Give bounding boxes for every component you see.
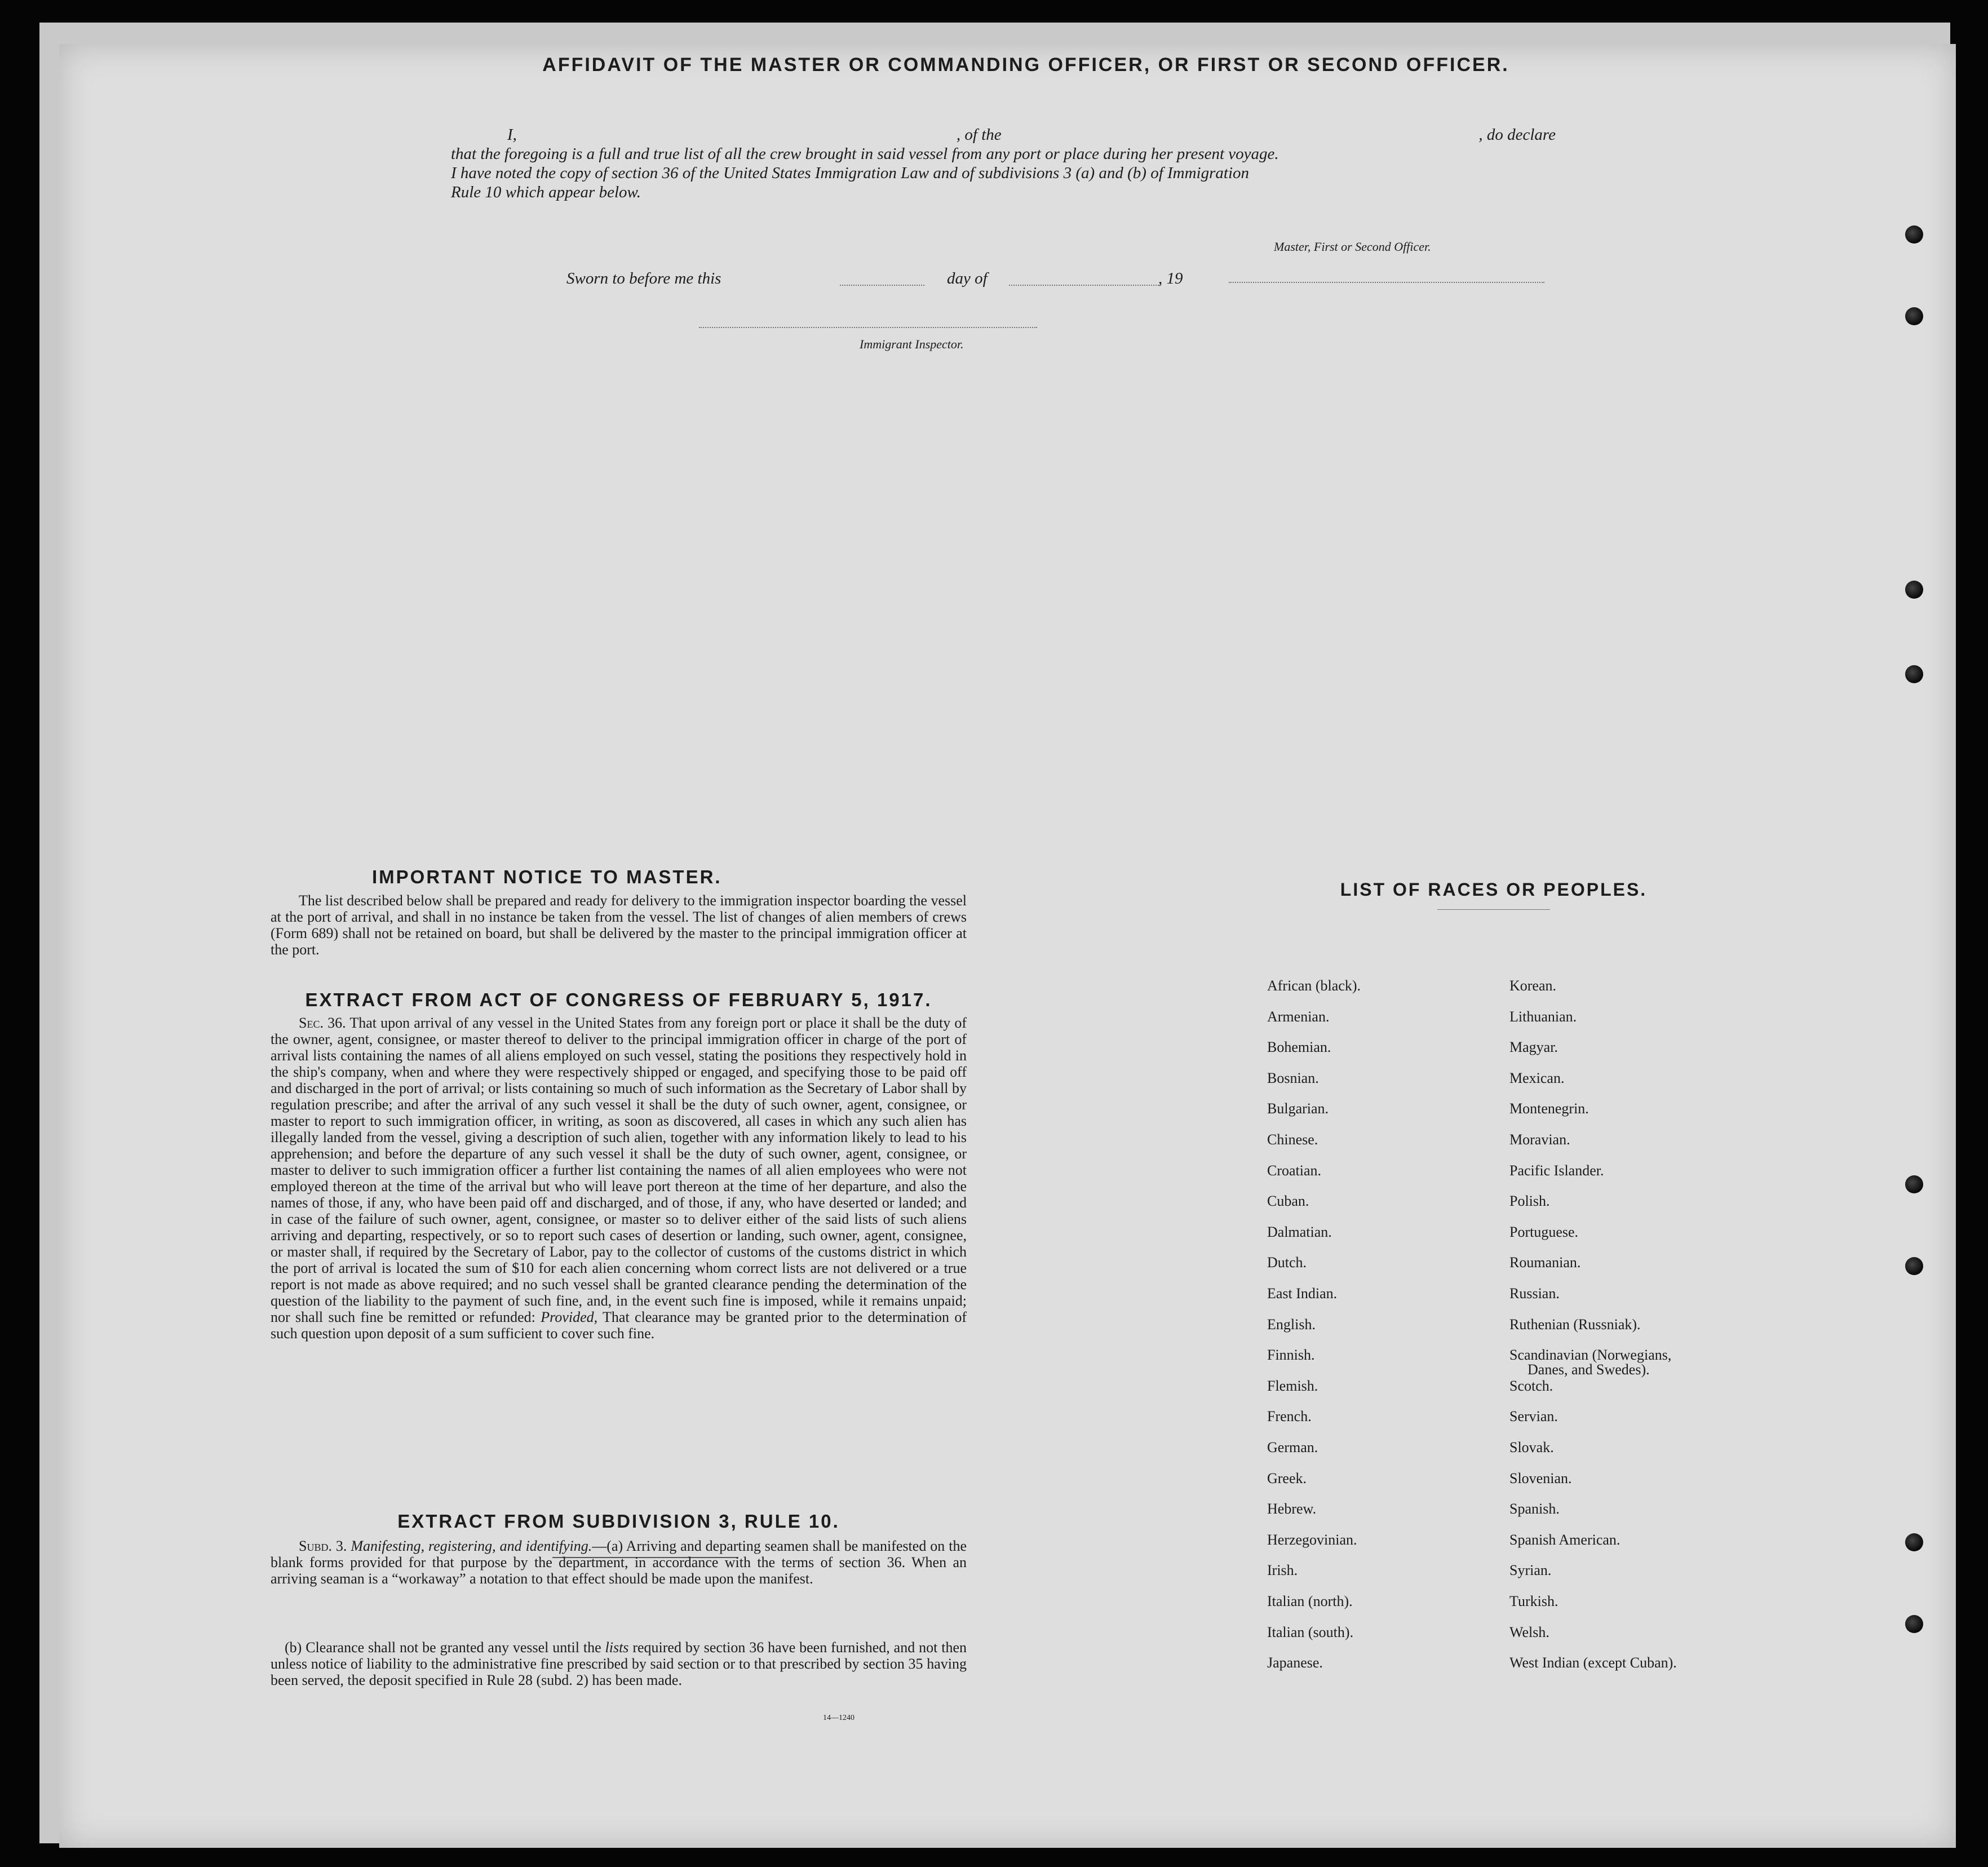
race-item: Korean.: [1509, 977, 1557, 994]
notice-title: IMPORTANT NOTICE TO MASTER.: [372, 866, 722, 887]
race-item: Slovak.: [1509, 1439, 1554, 1455]
affidavit-line-2: that the foregoing is a full and true list of all the crew brought in said vessel from any port or place during her present voyage.: [451, 145, 1279, 163]
day-of-label: day of: [947, 269, 988, 287]
year-label: , 19: [1158, 269, 1183, 287]
binder-hole: [1905, 1615, 1923, 1633]
race-item: Spanish.: [1509, 1501, 1560, 1517]
race-item: Scandinavian (Norwegians,: [1509, 1347, 1672, 1363]
inspector-signature-label: Immigrant Inspector.: [860, 337, 964, 351]
race-item: Roumanian.: [1509, 1254, 1581, 1271]
master-signature-line: [1229, 282, 1544, 283]
race-item: Montenegrin.: [1509, 1100, 1589, 1117]
binder-hole: [1905, 1533, 1923, 1551]
proviso-word: Provided,: [541, 1309, 598, 1325]
binder-hole: [1905, 307, 1923, 325]
sworn-month-line: [1009, 285, 1161, 286]
race-item: Syrian.: [1509, 1562, 1552, 1578]
race-item: Hebrew.: [1267, 1501, 1317, 1517]
race-item: Flemish.: [1267, 1378, 1318, 1394]
race-item: Dutch.: [1267, 1254, 1307, 1271]
races-title-rule: [1437, 909, 1550, 910]
race-item: Servian.: [1509, 1408, 1558, 1424]
subdivision-b-body-1: Clearance shall not be granted any vessel until the: [305, 1639, 601, 1656]
race-item: Bohemian.: [1267, 1039, 1331, 1055]
race-item: Lithuanian.: [1509, 1008, 1577, 1025]
inspector-signature-line: [699, 327, 1037, 328]
race-item: African (black).: [1267, 977, 1361, 994]
subdivision-label: Subd. 3.: [299, 1538, 347, 1554]
affidavit-line-4: Rule 10 which appear below.: [451, 183, 641, 201]
section-36-body: That upon arrival of any vessel in the United States from any foreign port or place it shall be the duty of the owner, agent, consignee, or master thereof to deliver to the principal immigration officer in charge of the port of arrival lists containing the names of all aliens employed on such vessel, stating the positions they respectively hold in the ship's company, when and where they were respectively shipped or engaged, and specifying those to be paid off and discharged in the port of arrival; or lists containing so much of such information as the Secretary of Labor shall by regulation prescribe; and after the arrival of any such vessel it shall be the duty of such owner, agent, consignee, or master to report to such immigration officer, in writing, as soon as discovered, all cases in which any such alien has illegally landed from the vessel, giving a description of such alien, together with any information likely to lead to his apprehension; and before the departure of any such vessel it shall be the duty of such owner, agent, consignee, or master to deliver to such immigration officer a further list containing the names of all alien employees who were not employed thereon at the time of the arrival but who will leave port thereon at the time of her departure, and also the names of those, if any, who have been paid off and discharged, and of those, if any, who have deserted or landed; and in case of the failure of such owner, agent, consignee, or master so to deliver either of the said lists of such aliens arriving and departing, respectively, or so to report such cases of desertion or landing, such owner, agent, consignee, or master shall, if required by the Secretary of Labor, pay to the collector of customs of the customs district in which the port of arrival is located the sum of $10 for each alien concerning whom correct lists are not delivered or a true report is not made as above required; and no such vessel shall be granted clearance pending the determination of the question of the liability to the payment of such fine, and, in the event such fine is imposed, while it remains unpaid; nor shall such fine be remitted or refunded:: [271, 1015, 967, 1325]
binder-hole: [1905, 665, 1923, 683]
subdivision-a-body: Arriving and departing seamen shall be manifested on the blank forms provided for that purpose by the department, in accordance with the terms of section 36. When an arriving seaman is a “workaway” a notation to that effect should be made upon the manifest.: [271, 1538, 967, 1587]
affidavit-text: [451, 125, 1556, 202]
race-item: Croatian.: [1267, 1162, 1322, 1179]
race-item: West Indian (except Cuban).: [1509, 1654, 1677, 1671]
section-label: Sec. 36.: [299, 1015, 346, 1031]
section-36-text: [271, 1015, 967, 1342]
race-item: Armenian.: [1267, 1008, 1330, 1025]
race-item: Polish.: [1509, 1193, 1550, 1209]
subdivision-heading: Manifesting, registering, and identifying.: [351, 1538, 592, 1554]
binder-hole: [1905, 225, 1923, 244]
subdivision-b-marker: (b): [285, 1639, 302, 1656]
notice-body: The list described below shall be prepared and ready for delivery to the immigration inspector boarding the vessel at the port of arrival, and shall in no instance be taken from the vessel. The list of changes of alien members of crews (Form 689) shall not be retained on board, but shall be delivered by the master to the principal immigration officer at the port.: [271, 892, 967, 958]
race-item: Slovenian.: [1509, 1470, 1572, 1486]
subdivision-b-body-2: required by section 36 have been furnished, and not then unless notice of liability to the administrative fine prescribed by said section or to that prescribed by section 35 having been served, the deposit specified in Rule 28 (subd. 2) has been made.: [271, 1639, 967, 1688]
race-item: Italian (south).: [1267, 1624, 1354, 1640]
race-item: Scotch.: [1509, 1378, 1553, 1394]
binder-hole: [1905, 581, 1923, 599]
subdivision-a-marker: —(a): [592, 1538, 623, 1554]
subdivision-a-text: [271, 1538, 967, 1587]
race-item: Mexican.: [1509, 1070, 1565, 1086]
race-item: Finnish.: [1267, 1347, 1315, 1363]
sworn-day-line: [840, 285, 924, 286]
race-item: Magyar.: [1509, 1039, 1558, 1055]
race-item: Danes, and Swedes).: [1527, 1361, 1650, 1378]
act-extract-title: EXTRACT FROM ACT OF CONGRESS OF FEBRUARY 5, 1917.: [305, 989, 932, 1010]
race-item: Spanish American.: [1509, 1532, 1620, 1548]
race-item: Cuban.: [1267, 1193, 1309, 1209]
rule-extract-title: EXTRACT FROM SUBDIVISION 3, RULE 10.: [397, 1511, 840, 1532]
race-item: Turkish.: [1509, 1593, 1558, 1609]
race-item: Dalmatian.: [1267, 1224, 1332, 1240]
binder-hole: [1905, 1257, 1923, 1275]
subdivision-b-lists: lists: [605, 1639, 629, 1656]
race-item: Portuguese.: [1509, 1224, 1579, 1240]
race-item: Greek.: [1267, 1470, 1307, 1486]
race-item: French.: [1267, 1408, 1312, 1424]
vessel-label: , of the: [956, 126, 1002, 144]
race-item: Russian.: [1509, 1285, 1560, 1302]
affidavit-line-1: [451, 125, 1556, 144]
race-item: German.: [1267, 1439, 1318, 1455]
race-item: Irish.: [1267, 1562, 1298, 1578]
affidavit-title: AFFIDAVIT OF THE MASTER OR COMMANDING OFFICER, OR FIRST OR SECOND OFFICER.: [542, 54, 1509, 76]
master-signature-label: Master, First or Second Officer.: [1274, 240, 1431, 254]
declarant-label: I,: [507, 126, 517, 144]
proviso-text: That clearance may be granted prior to the determination of such question upon deposit of a sum sufficient to cover such fine.: [271, 1309, 967, 1342]
race-item: English.: [1267, 1316, 1316, 1333]
race-item: Pacific Islander.: [1509, 1162, 1604, 1179]
affidavit-line-3: I have noted the copy of section 36 of the United States Immigration Law and of subdivisions 3 (a) and (b) of Immigration: [451, 164, 1250, 182]
race-item: Chinese.: [1267, 1131, 1318, 1148]
race-item: Bulgarian.: [1267, 1100, 1329, 1117]
binder-hole: [1905, 1175, 1923, 1193]
race-item: Bosnian.: [1267, 1070, 1319, 1086]
race-item: Ruthenian (Russniak).: [1509, 1316, 1641, 1333]
sworn-label: Sworn to before me this: [566, 269, 721, 287]
race-item: Herzegovinian.: [1267, 1532, 1357, 1548]
race-item: Italian (north).: [1267, 1593, 1353, 1609]
race-item: Moravian.: [1509, 1131, 1570, 1148]
race-item: Welsh.: [1509, 1624, 1549, 1640]
declare-label: , do declare: [1478, 126, 1556, 144]
race-item: East Indian.: [1267, 1285, 1338, 1302]
races-title: LIST OF RACES OR PEOPLES.: [1340, 879, 1648, 900]
race-item: Japanese.: [1267, 1654, 1323, 1671]
subdivision-b-text: [271, 1639, 967, 1688]
form-number: 14—1240: [823, 1714, 854, 1722]
